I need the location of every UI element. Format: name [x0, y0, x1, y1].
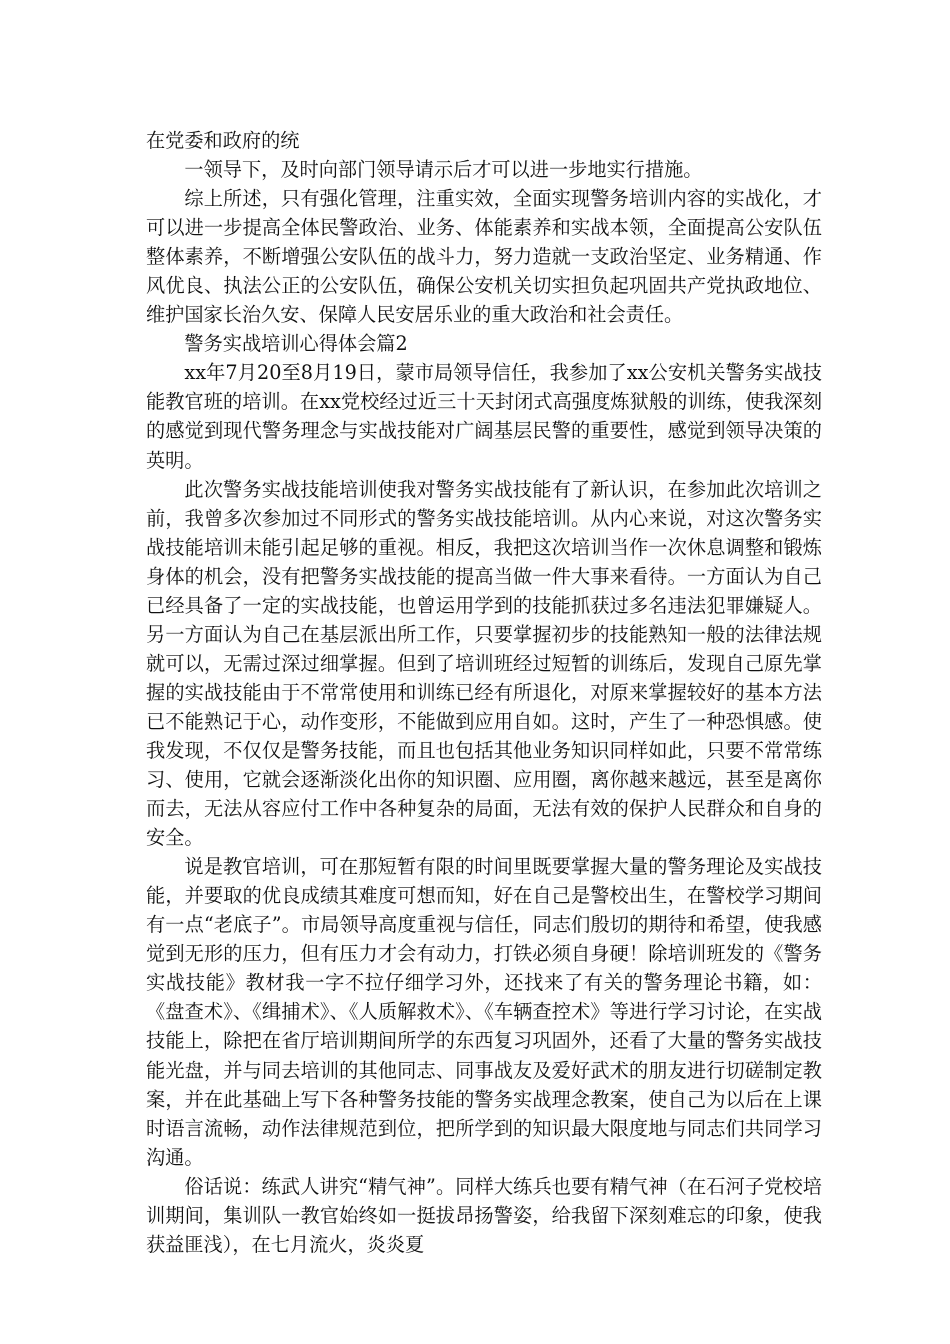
paragraph: 综上所述，只有强化管理，注重实效，全面实现警务培训内容的实战化，才可以进一步提高全体民警政治、业务、体能素养和实战本领，全面提高公安队伍整体素养，不断增强公安队伍的战斗力，努力造就一支政治坚定、业务精通、作风优良、执法公正的公安队伍，确保公安机关切实担负起巩固共产党执政地位、维护国家长治久安、保障人民安居乐业的重大政治和社会责任。	[146, 187, 822, 327]
paragraph-continuation: 在党委和政府的统	[146, 129, 300, 152]
paragraph: 俗话说：练武人讲究“精气神”。同样大练兵也要有精气神（在石河子党校培训期间，集训队一教官始终如一挺拔昂扬警姿，给我留下深刻难忘的印象，使我获益匪浅），在七月流火，炎炎夏	[146, 1174, 822, 1256]
paragraph: 此次警务实战技能培训使我对警务实战技能有了新认识，在参加此次培训之前，我曾多次参加过不同形式的警务实战技能培训。从内心来说，对这次警务实战技能培训未能引起足够的重视。相反，我把这次培训当作一次休息调整和锻炼身体的机会，没有把警务实战技能的提高当做一件大事来看待。一方面认为自己已经具备了一定的实战技能，也曾运用学到的技能抓获过多名违法犯罪嫌疑人。另一方面认为自己在基层派出所工作，只要掌握初步的技能熟知一般的法律法规就可以，无需过深过细掌握。但到了培训班经过短暂的训练后，发现自己原先掌握的实战技能由于不常常使用和训练已经有所退化，对原来掌握较好的基本方法已不能熟记于心，动作变形，不能做到应用自如。这时，产生了一种恐惧感。使我发现，不仅仅是警务技能，而且也包括其他业务知识同样如此，只要不常常练习、使用，它就会逐渐淡化出你的知识圈、应用圈，离你越来越远，甚至是离你而去，无法从容应付工作中各种复杂的局面，无法有效的保护人民群众和自身的安全。	[146, 477, 822, 850]
paragraph: xx年7月20至8月19日，蒙市局领导信任，我参加了xx公安机关警务实战技能教官班的培训。在xx党校经过近三十天封闭式高强度炼狱般的训练，使我深刻的感觉到现代警务理念与实战技能对广阔基层民警的重要性，感觉到领导决策的英明。	[146, 361, 822, 472]
paragraph: 一领导下，及时向部门领导请示后才可以进一步地实行措施。	[184, 158, 703, 182]
paragraph: 说是教官培训，可在那短暂有限的时间里既要掌握大量的警务理论及实战技能，并要取的优良成绩其难度可想而知，好在自己是警校出生，在警校学习期间有一点“老底子”。市局领导高度重视与信任，同志们殷切的期待和希望，使我感觉到无形的压力，但有压力才会有动力，打铁必须自身硬！除培训班发的《警务实战技能》教材我一字不拉仔细学习外，还找来了有关的警务理论书籍，如：《盘查术》、《缉捕术》、《人质解救术》、《车辆查控术》等进行学习讨论，在实战技能上，除把在省厅培训期间所学的东西复习巩固外，还看了大量的警务实战技能光盘，并与同去培训的其他同志、同事战友及爱好武术的朋友进行切磋制定教案，并在此基础上写下各种警务技能的警务实战理念教案，使自己为以后在上课时语言流畅，动作法律规范到位，把所学到的知识最大限度地与同志们共同学习沟通。	[146, 855, 822, 1169]
document-page	[146, 126, 822, 1259]
section-heading: 警务实战培训心得体会篇2	[184, 332, 408, 356]
